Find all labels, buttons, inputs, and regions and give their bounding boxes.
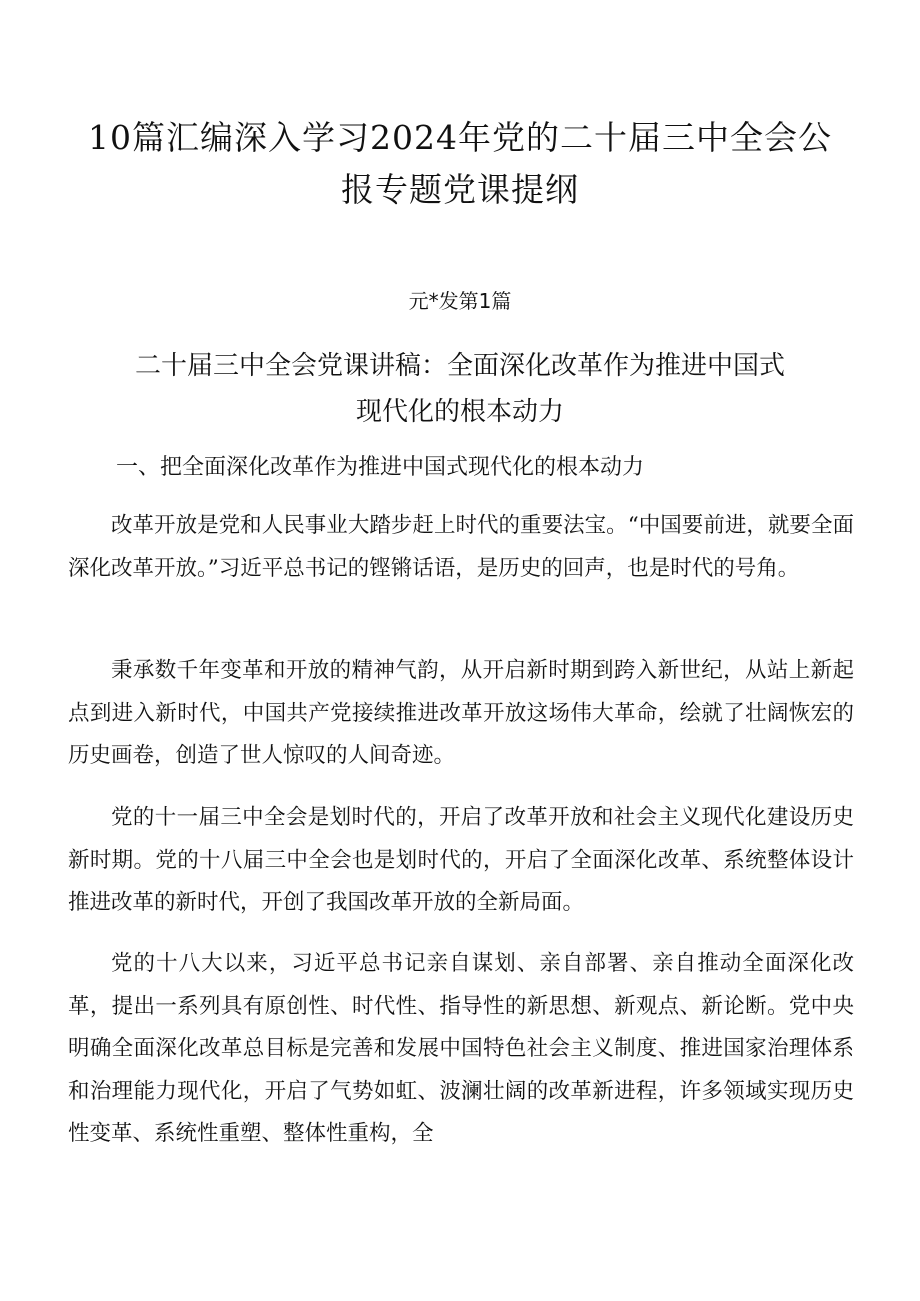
article-title-line-1: 二十届三中全会党课讲稿：全面深化改革作为推进中国式 [134,351,785,381]
document-title-line-1: 10篇汇编深入学习2024年党的二十届三中全会公 [88,118,832,157]
body-paragraph-3: 党的十一届三中全会是划时代的，开启了改革开放和社会主义现代化建设历史新时期。党的十八届三中全会也是划时代的，开启了全面深化改革、系统整体设计推进改革的新时代，开创了我国改革开放的全新局面。 [68,805,854,915]
section-heading: 一、把全面深化改革作为推进中国式现代化的根本动力 [116,455,645,480]
article-title-line-2: 现代化的根本动力 [355,397,564,427]
body-paragraph-2: 秉承数千年变革和开放的精神气韵，从开启新时期到跨入新世纪，从站上新起点到进入新时代，中国共产党接续推进改革开放这场伟大革命，绘就了壮阔恢宏的历史画卷，创造了世人惊叹的人间奇迹。 [68,658,854,768]
document-title-line-2: 报专题党课提纲 [341,170,579,209]
body-paragraph-4: 党的十八大以来，习近平总书记亲自谋划、亲自部署、亲自推动全面深化改革，提出一系列具有原创性、时代性、指导性的新思想、新观点、新论断。党中央明确全面深化改革总目标是完善和发展中国特色社会主义制度、推进国家治理体系和治理能力现代化，开启了气势如虹、波澜壮阔的改革新进程，许多领域实现历史性变革、系统性重塑、整体性重构，全 [68,951,854,1146]
article-number-label: 元*发第1篇 [408,289,512,313]
document-title [60,112,860,216]
body-paragraph-1: 改革开放是党和人民事业大踏步赶上时代的重要法宝。“中国要前进，就要全面深化改革开放。”习近平总书记的铿锵话语，是历史的回声，也是时代的号角。 [68,513,854,581]
article-title [80,343,840,435]
